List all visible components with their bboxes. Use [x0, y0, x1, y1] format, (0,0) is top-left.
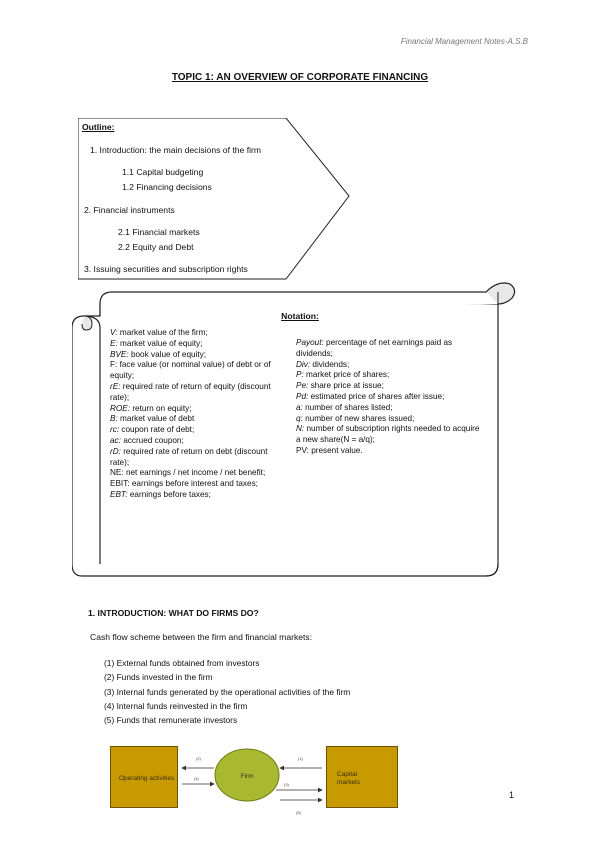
outline-item: 1.2 Financing decisions — [122, 182, 212, 192]
cash-flow-list — [104, 656, 350, 727]
firm-label: Firm — [240, 773, 254, 780]
operating-activities-box — [110, 746, 178, 808]
list-item: (1) External funds obtained from investors — [104, 658, 260, 668]
arrow-label: (2) — [196, 756, 201, 761]
cash-flow-intro: Cash flow scheme between the firm and financial markets: — [90, 632, 313, 642]
outline-item: 2.2 Equity and Debt — [118, 242, 194, 252]
capital-markets-box — [326, 746, 398, 808]
outline-item: 1.1 Capital budgeting — [122, 167, 204, 177]
notation-entry: a: number of shares listed; — [296, 402, 393, 412]
notation-right-column — [296, 338, 482, 457]
cash-flow-diagram — [176, 740, 336, 818]
capital-markets-label: Capital markets — [337, 771, 361, 786]
notation-title: Notation: — [281, 311, 319, 321]
notation-entry: V: market value of the firm; — [110, 328, 208, 337]
list-item: (2) Funds invested in the firm — [104, 672, 213, 683]
section-heading: 1. INTRODUCTION: WHAT DO FIRMS DO? — [88, 608, 259, 618]
page-number: 1 — [508, 790, 514, 800]
notation-entry: rc: coupon rate of debt; — [110, 425, 195, 435]
notation-entry: rE: required rate of return of equity (discount rate); — [110, 381, 271, 402]
notation-entry: NE: net earnings / net income / net benefit; — [110, 468, 266, 478]
outline-arrow-shape — [78, 118, 350, 280]
notation-entry: q: number of new shares issued; — [296, 413, 415, 423]
notation-left-column — [110, 328, 272, 501]
list-item: (4) Internal funds reinvested in the firm — [104, 700, 248, 711]
arrow-label: (3) — [284, 782, 289, 787]
notation-entry: ac: accrued coupon; — [110, 435, 184, 445]
notation-entry: BVE: book value of equity; — [110, 349, 207, 359]
outline-item: 3. Issuing securities and subscription rights — [84, 264, 248, 274]
notation-entry: N: number of subscription rights needed to acquire a new share(N = a/q); — [296, 424, 480, 445]
notation-entry: Div: dividends; — [296, 359, 350, 369]
outline-item: 2.1 Financial markets — [118, 227, 200, 237]
list-item: (5) Funds that remunerate investors — [104, 715, 238, 726]
notation-entry: P: market price of shares; — [296, 370, 390, 380]
arrow-label: (5) — [296, 810, 301, 815]
notation-entry: ROE: return on equity; — [110, 403, 192, 413]
outline-item: 2. Financial instruments — [84, 205, 175, 215]
outline-item: 1. Introduction: the main decisions of the firm — [90, 145, 262, 155]
operating-activities-label: Operating activities — [119, 775, 175, 782]
list-item: (3) Internal funds generated by the operational activities of the firm — [104, 686, 351, 697]
notation-entry: Payout: percentage of net earnings paid as dividends; — [296, 338, 453, 358]
notation-entry: Pd: estimated price of shares after issue; — [296, 391, 445, 401]
notation-entry: rD: required rate of return on debt (discount rate); — [110, 446, 268, 467]
page-title: TOPIC 1: AN OVERVIEW OF CORPORATE FINANCING — [171, 72, 429, 83]
notation-entry: B: market value of debt — [110, 414, 195, 424]
notation-entry: EBIT: earnings before interest and taxes; — [110, 479, 258, 489]
arrow-label: (4) — [194, 776, 199, 781]
notation-entry: PV: present value. — [296, 445, 363, 455]
outline-heading: Outline: — [82, 122, 115, 132]
running-header: Financial Management Notes-A.S.B — [400, 37, 528, 46]
notation-entry: E: market value of equity; — [110, 338, 203, 348]
notation-entry: EBT: earnings before taxes; — [110, 489, 211, 499]
notation-entry: Pe: share price at issue; — [296, 381, 384, 391]
notation-entry: F: face value (or nominal value) of debt or of equity; — [110, 360, 271, 381]
arrow-label: (1) — [298, 756, 303, 761]
